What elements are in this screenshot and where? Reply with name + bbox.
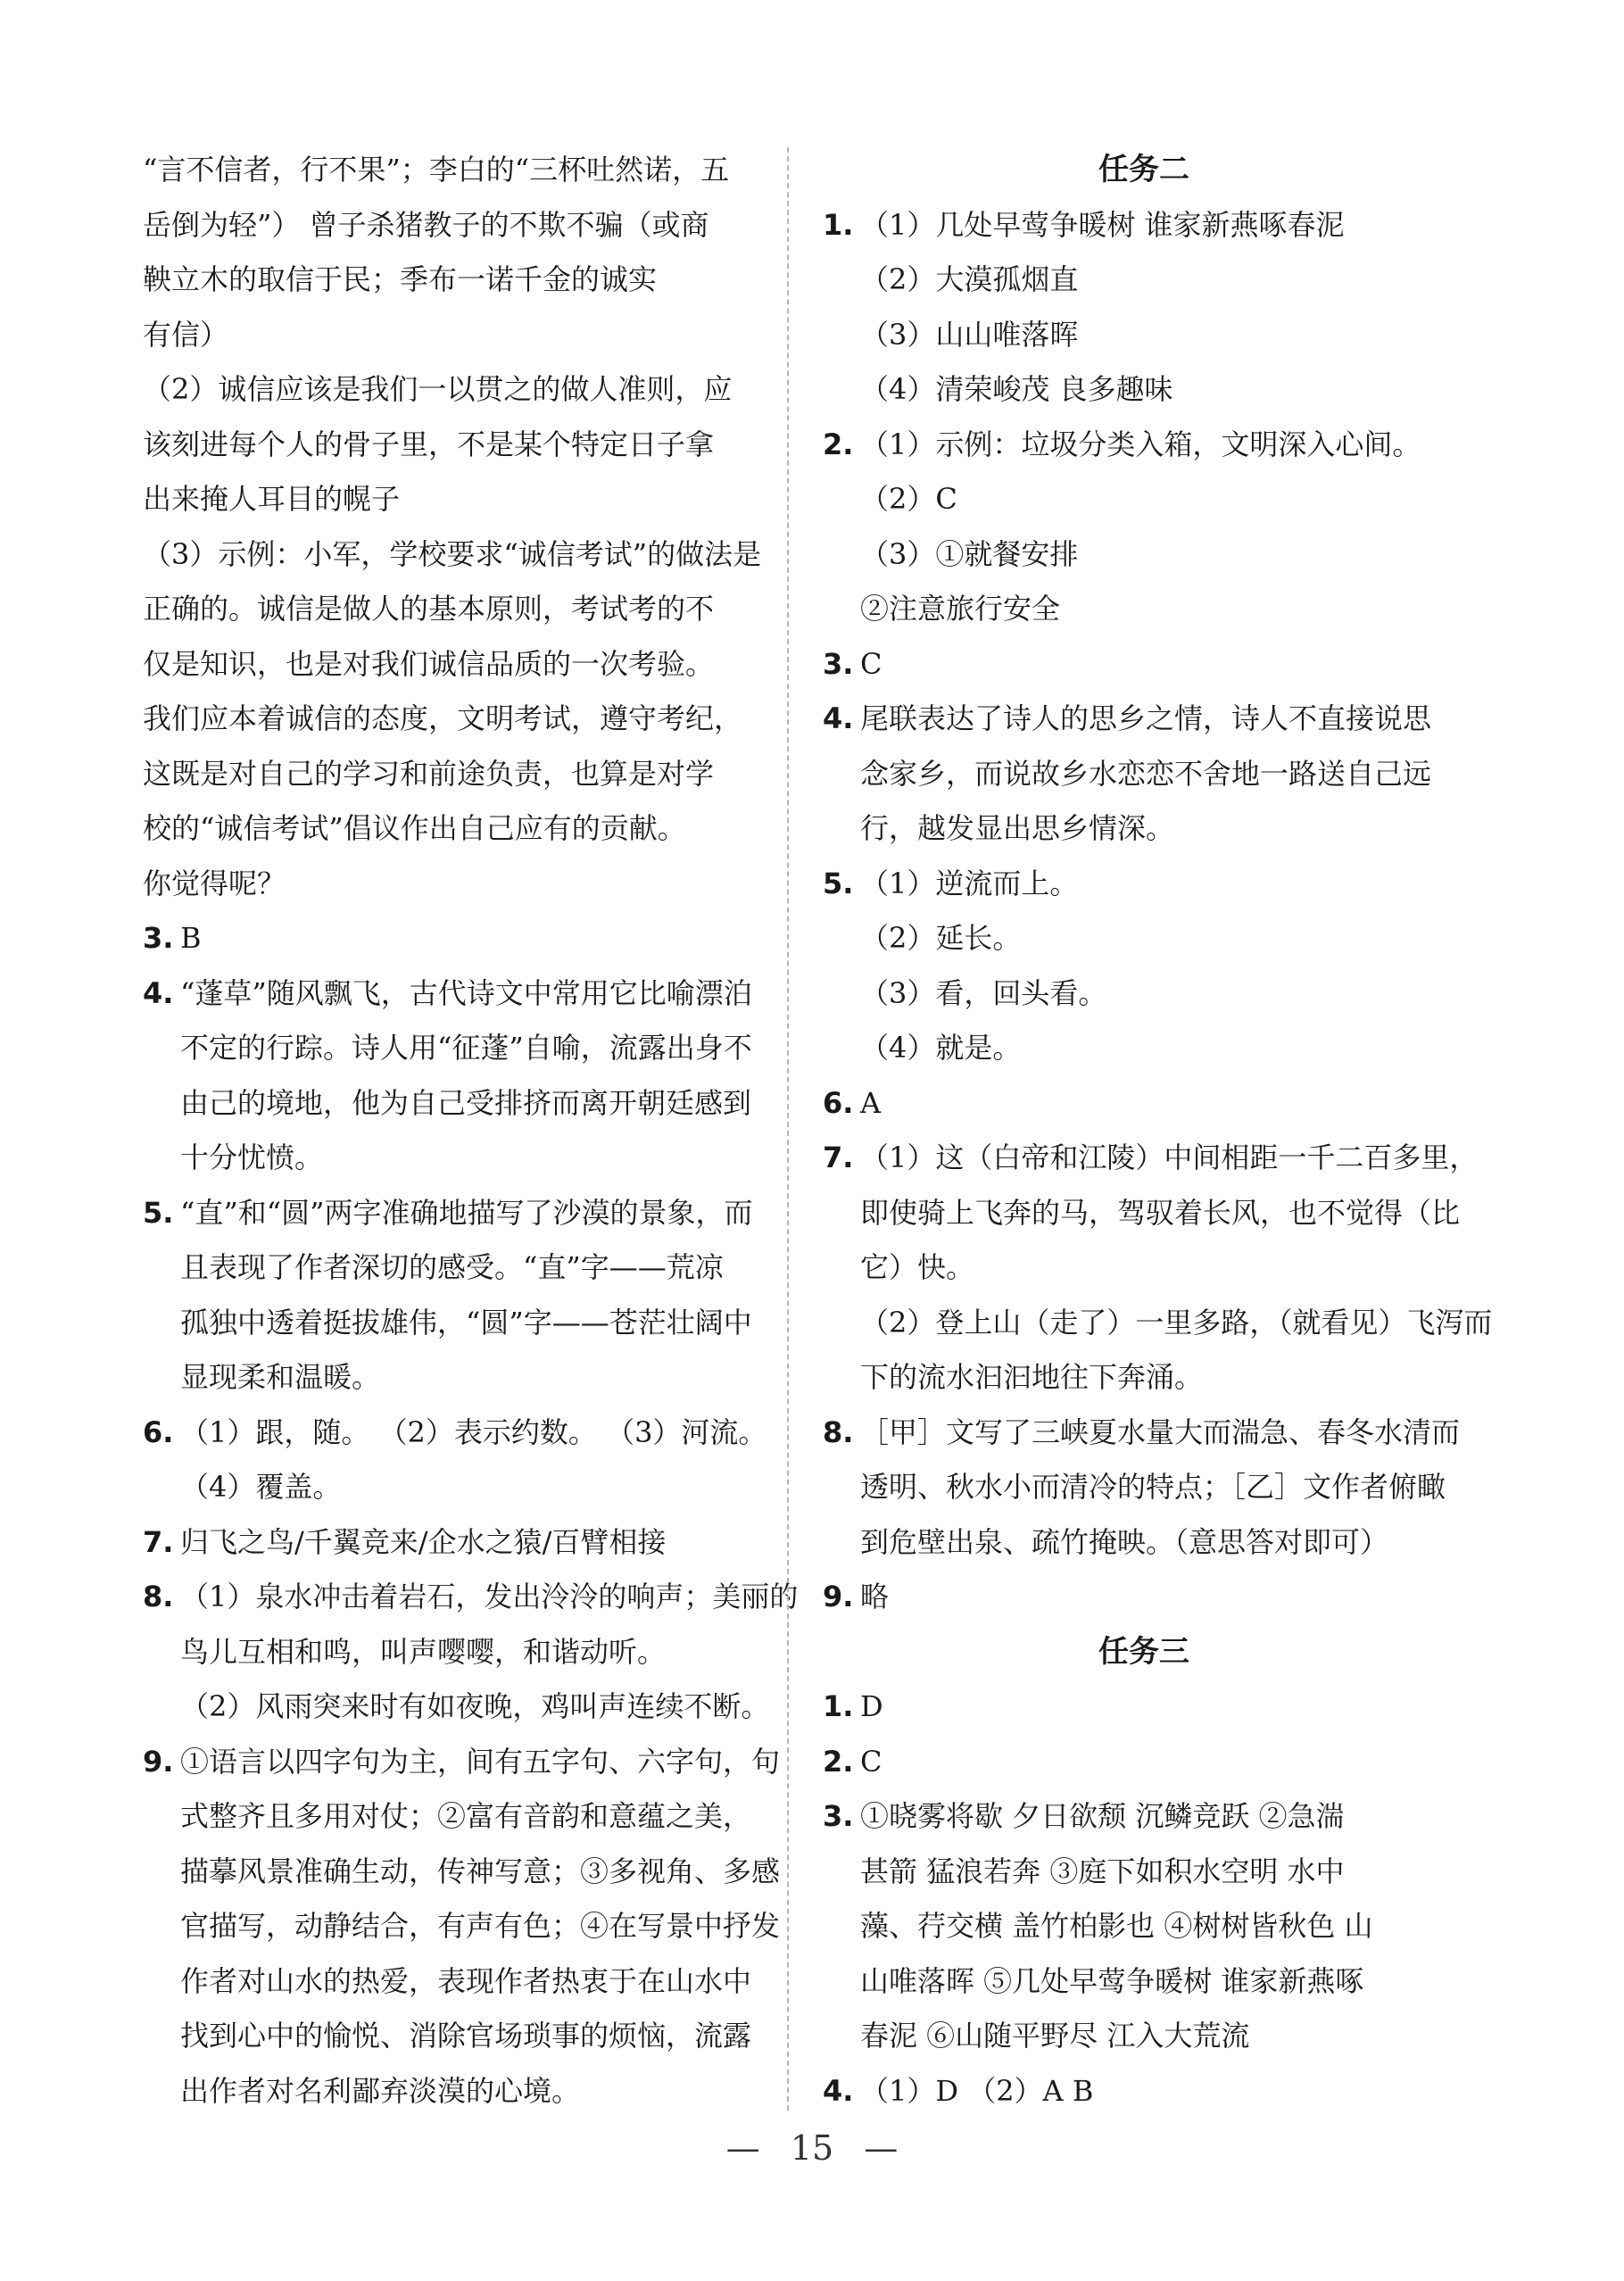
answer-continuation bbox=[143, 1789, 785, 1845]
answer-text: 藻、荇交横 盖竹柏影也 ④树树皆秋色 山 bbox=[860, 1909, 1373, 1943]
answer-continuation bbox=[823, 582, 1465, 637]
answer-text: 由己的境地，他为自己受排挤而离开朝廷感到 bbox=[180, 1085, 752, 1120]
answer-continuation bbox=[823, 966, 1465, 1022]
answer-text: （4）就是。 bbox=[860, 1031, 1022, 1065]
answer-continuation bbox=[143, 472, 785, 527]
answer-text: C bbox=[860, 1744, 882, 1779]
answer-text: 甚箭 猛浪若奔 ③庭下如积水空明 水中 bbox=[860, 1854, 1345, 1888]
answer-text: A bbox=[860, 1085, 882, 1120]
answer-line bbox=[823, 2064, 1465, 2119]
question-number: 8. bbox=[143, 1580, 174, 1613]
answer-text: 有信） bbox=[143, 317, 229, 352]
answer-continuation bbox=[823, 1899, 1465, 1954]
question-number: 3. bbox=[823, 1799, 854, 1833]
answer-text: （1）D （2）A B bbox=[860, 2073, 1094, 2108]
answer-text: （3）示例：小军，学校要求“诚信考试”的做法是 bbox=[143, 536, 762, 571]
answer-continuation bbox=[143, 692, 785, 747]
column-divider bbox=[787, 147, 789, 2111]
answer-line bbox=[823, 1735, 1465, 1790]
answer-text: （1）跟，随。 （2）表示约数。 （3）河流。 bbox=[180, 1414, 767, 1449]
answer-text: （2）C bbox=[860, 482, 957, 516]
answer-continuation bbox=[823, 253, 1465, 308]
answer-continuation bbox=[143, 1899, 785, 1954]
answer-continuation bbox=[143, 2009, 785, 2064]
question-number: 6. bbox=[823, 1085, 854, 1120]
answer-continuation bbox=[823, 308, 1465, 363]
answer-continuation bbox=[143, 1680, 785, 1735]
answer-text: 到危壁出泉、疏竹掩映。（意思答对即可） bbox=[860, 1524, 1389, 1559]
answer-text: 它）快。 bbox=[860, 1250, 975, 1284]
answer-continuation bbox=[823, 1296, 1493, 1351]
answer-line bbox=[823, 692, 1465, 747]
answer-text: 显现柔和温暖。 bbox=[180, 1360, 381, 1394]
answer-text: 描摹风景准确生动，传神写意；③多视角、多感 bbox=[180, 1854, 781, 1888]
answer-text: （2）大漠孤烟直 bbox=[860, 262, 1079, 296]
answer-continuation bbox=[823, 1954, 1465, 2010]
answer-continuation bbox=[823, 1240, 1465, 1296]
answer-continuation bbox=[143, 362, 785, 418]
question-number: 2. bbox=[823, 427, 854, 461]
answer-text: （2）延长。 bbox=[860, 921, 1022, 955]
answer-continuation bbox=[143, 1460, 785, 1515]
answer-line bbox=[143, 1186, 785, 1241]
answer-text: ①语言以四字句为主，间有五字句、六字句，句 bbox=[180, 1744, 781, 1779]
answer-text: 行，越发显出思乡情深。 bbox=[860, 811, 1175, 845]
answer-continuation bbox=[143, 1845, 785, 1900]
answer-text: 念家乡，而说故乡水恋恋不舍地一路送自己远 bbox=[860, 756, 1432, 791]
answer-continuation bbox=[143, 747, 785, 802]
answer-line bbox=[823, 857, 1465, 912]
answer-text: 透明、秋水小而清冷的特点；［乙］文作者俯瞰 bbox=[860, 1470, 1446, 1504]
answer-text: D bbox=[860, 1689, 883, 1723]
answer-continuation bbox=[823, 1350, 1465, 1406]
answer-line bbox=[143, 966, 785, 1022]
question-number: 5. bbox=[823, 866, 854, 900]
answer-continuation bbox=[143, 253, 785, 308]
answer-continuation bbox=[143, 418, 785, 473]
answer-text: ①晓雾将歇 夕日欲颓 沉鳞竞跃 ②急湍 bbox=[860, 1799, 1345, 1833]
answer-text: （2）诚信应该是我们一以贯之的做人准则，应 bbox=[143, 372, 733, 406]
footer-dash-right: — bbox=[864, 2128, 899, 2168]
question-number: 7. bbox=[823, 1140, 854, 1174]
answer-text: “言不信者，行不果”；李白的“三杯吐然诺，五 bbox=[143, 153, 730, 187]
answer-line bbox=[823, 1131, 1479, 1186]
question-number: 9. bbox=[143, 1744, 174, 1779]
question-number: 1. bbox=[823, 207, 854, 242]
question-number: 6. bbox=[143, 1414, 174, 1449]
answer-text: 且表现了作者深切的感受。“直”字——荒凉 bbox=[180, 1250, 724, 1284]
answer-text: 鸟儿互相和鸣，叫声嘤嘤，和谐动听。 bbox=[180, 1634, 667, 1669]
question-number: 3. bbox=[823, 646, 854, 681]
answer-continuation bbox=[823, 2009, 1465, 2064]
answer-text: 该刻进每个人的骨子里，不是某个特定日子拿 bbox=[143, 427, 715, 461]
answer-continuation bbox=[823, 1021, 1465, 1076]
answer-continuation bbox=[143, 801, 785, 857]
section-heading: 任务二 bbox=[1098, 152, 1189, 187]
answer-text: 略 bbox=[860, 1580, 890, 1613]
answer-text: 出作者对名利鄙弃淡漠的心境。 bbox=[180, 2073, 581, 2108]
question-number: 1. bbox=[823, 1689, 854, 1723]
footer-dash-left: — bbox=[725, 2128, 760, 2168]
answer-text: 十分忧愤。 bbox=[180, 1140, 324, 1174]
answer-continuation bbox=[143, 198, 785, 253]
answer-continuation bbox=[143, 1131, 785, 1186]
answer-text: （4）清荣峻茂 良多趣味 bbox=[860, 372, 1173, 406]
answer-continuation bbox=[143, 1076, 785, 1132]
right-column bbox=[823, 143, 1493, 2119]
answer-text: 山唯落晖 ⑤几处早莺争暖树 谁家新燕啄 bbox=[860, 1963, 1364, 1998]
answer-line bbox=[823, 1789, 1465, 1845]
answer-continuation bbox=[143, 637, 785, 693]
answer-continuation bbox=[143, 143, 785, 198]
answer-continuation bbox=[823, 1515, 1465, 1571]
answer-continuation bbox=[143, 1021, 785, 1076]
answer-text: 鞅立木的取信于民；季布一诺千金的诚实 bbox=[143, 262, 658, 296]
answer-text: 仅是知识，也是对我们诚信品质的一次考验。 bbox=[143, 646, 715, 681]
answer-text: 这既是对自己的学习和前途负责，也算是对学 bbox=[143, 756, 715, 791]
answer-text: （2）登上山（走了）一里多路，（就看见）飞泻而 bbox=[860, 1305, 1493, 1340]
answer-continuation bbox=[143, 308, 785, 363]
answer-line bbox=[143, 1515, 785, 1571]
answer-line bbox=[143, 1570, 799, 1625]
answer-line bbox=[143, 1406, 785, 1461]
answer-line bbox=[823, 1406, 1465, 1461]
answer-text: “蓬草”随风飘飞，古代诗文中常用它比喻漂泊 bbox=[180, 975, 752, 1010]
answer-text: ［甲］文写了三峡夏水量大而湍急、春冬水清而 bbox=[860, 1414, 1461, 1449]
section-heading: 任务三 bbox=[1098, 1633, 1189, 1670]
answer-text: 我们应本着诚信的态度，文明考试，遵守考纪， bbox=[143, 701, 743, 735]
answer-text: 出来掩人耳目的幌子 bbox=[143, 482, 401, 516]
answer-text: 校的“诚信考试”倡议作出自己应有的贡献。 bbox=[143, 811, 686, 845]
answer-text: “直”和“圆”两字准确地描写了沙漠的景象，而 bbox=[180, 1195, 753, 1230]
answer-text: 你觉得呢？ bbox=[143, 866, 286, 900]
answer-text: （3）①就餐安排 bbox=[860, 536, 1079, 571]
question-number: 7. bbox=[143, 1524, 174, 1559]
left-column bbox=[143, 143, 799, 2119]
answer-text: 找到心中的愉悦、消除官场琐事的烦恼，流露 bbox=[180, 2019, 752, 2053]
answer-text: （4）覆盖。 bbox=[180, 1470, 342, 1504]
answer-continuation bbox=[143, 1240, 785, 1296]
question-number: 9. bbox=[823, 1580, 854, 1613]
answer-continuation bbox=[823, 362, 1465, 418]
answer-text: 岳倒为轻”） 曾子杀猪教子的不欺不骗（或商 bbox=[143, 207, 709, 242]
answer-continuation bbox=[143, 1625, 785, 1680]
answer-line bbox=[823, 198, 1465, 253]
answer-line bbox=[143, 911, 785, 966]
answer-text: （3）看，回头看。 bbox=[860, 975, 1107, 1010]
page-footer bbox=[0, 2128, 1624, 2168]
answer-text: 式整齐且多用对仗；②富有音韵和意蕴之美， bbox=[180, 1799, 752, 1833]
answer-text: （1）示例：垃圾分类入箱，文明深入心间。 bbox=[860, 427, 1421, 461]
answer-text: 归飞之鸟/千翼竞来/企水之猿/百臂相接 bbox=[180, 1524, 667, 1559]
question-number: 5. bbox=[143, 1195, 174, 1230]
answer-line bbox=[823, 1680, 1465, 1735]
answer-continuation bbox=[143, 1350, 785, 1406]
question-number: 4. bbox=[823, 701, 854, 735]
answer-line bbox=[823, 1570, 1465, 1625]
answer-text: （1）几处早莺争暖树 谁家新燕啄春泥 bbox=[860, 207, 1345, 242]
answer-line bbox=[823, 418, 1465, 473]
answer-continuation bbox=[823, 801, 1465, 857]
answer-continuation bbox=[823, 1186, 1465, 1241]
question-number: 4. bbox=[823, 2073, 854, 2108]
answer-text: （1）逆流而上。 bbox=[860, 866, 1079, 900]
answer-text: C bbox=[860, 646, 882, 681]
answer-text: （3）山山唯落晖 bbox=[860, 317, 1079, 352]
answer-line bbox=[823, 637, 1465, 693]
answer-text: 正确的。诚信是做人的基本原则，考试考的不 bbox=[143, 592, 715, 626]
answer-continuation bbox=[823, 472, 1465, 527]
answer-text: ②注意旅行安全 bbox=[860, 592, 1061, 626]
answer-line bbox=[143, 1735, 785, 1790]
answer-text: 春泥 ⑥山随平野尽 江入大荒流 bbox=[860, 2019, 1250, 2053]
answer-continuation bbox=[143, 1296, 785, 1351]
question-number: 8. bbox=[823, 1414, 854, 1449]
answer-text: 下的流水汩汩地往下奔涌。 bbox=[860, 1360, 1204, 1394]
answer-continuation bbox=[143, 582, 785, 637]
answer-text: 孤独中透着挺拔雄伟，“圆”字——苍茫壮阔中 bbox=[180, 1305, 752, 1340]
answer-continuation bbox=[143, 2064, 785, 2119]
answer-text: 官描写，动静结合，有声有色；④在写景中抒发 bbox=[180, 1909, 781, 1943]
answer-text: 作者对山水的热爱，表现作者热衷于在山水中 bbox=[180, 1963, 752, 1998]
answer-text: 即使骑上飞奔的马，驾驭着长风，也不觉得（比 bbox=[860, 1195, 1461, 1230]
page-number: 15 bbox=[790, 2128, 834, 2168]
answer-text: （1）泉水冲击着岩石，发出泠泠的响声；美丽的 bbox=[180, 1580, 799, 1613]
answer-continuation bbox=[823, 1845, 1465, 1900]
answer-line bbox=[823, 1076, 1465, 1132]
answer-continuation bbox=[823, 911, 1465, 966]
answer-continuation bbox=[823, 747, 1465, 802]
answer-text: B bbox=[180, 921, 202, 955]
question-number: 3. bbox=[143, 921, 174, 955]
answer-continuation bbox=[143, 857, 785, 912]
question-number: 4. bbox=[143, 975, 174, 1010]
question-number: 2. bbox=[823, 1744, 854, 1779]
answer-text: （2）风雨突来时有如夜晚，鸡叫声连续不断。 bbox=[180, 1689, 770, 1723]
answer-text: 不定的行踪。诗人用“征蓬”自喻，流露出身不 bbox=[180, 1031, 752, 1065]
answer-continuation bbox=[823, 1460, 1465, 1515]
answer-text: 尾联表达了诗人的思乡之情，诗人不直接说思 bbox=[860, 701, 1432, 735]
answer-continuation bbox=[143, 1954, 785, 2010]
answer-continuation bbox=[143, 527, 785, 583]
answer-text: （1）这（白帝和江陵）中间相距一千二百多里， bbox=[860, 1140, 1479, 1174]
answer-continuation bbox=[823, 527, 1465, 583]
